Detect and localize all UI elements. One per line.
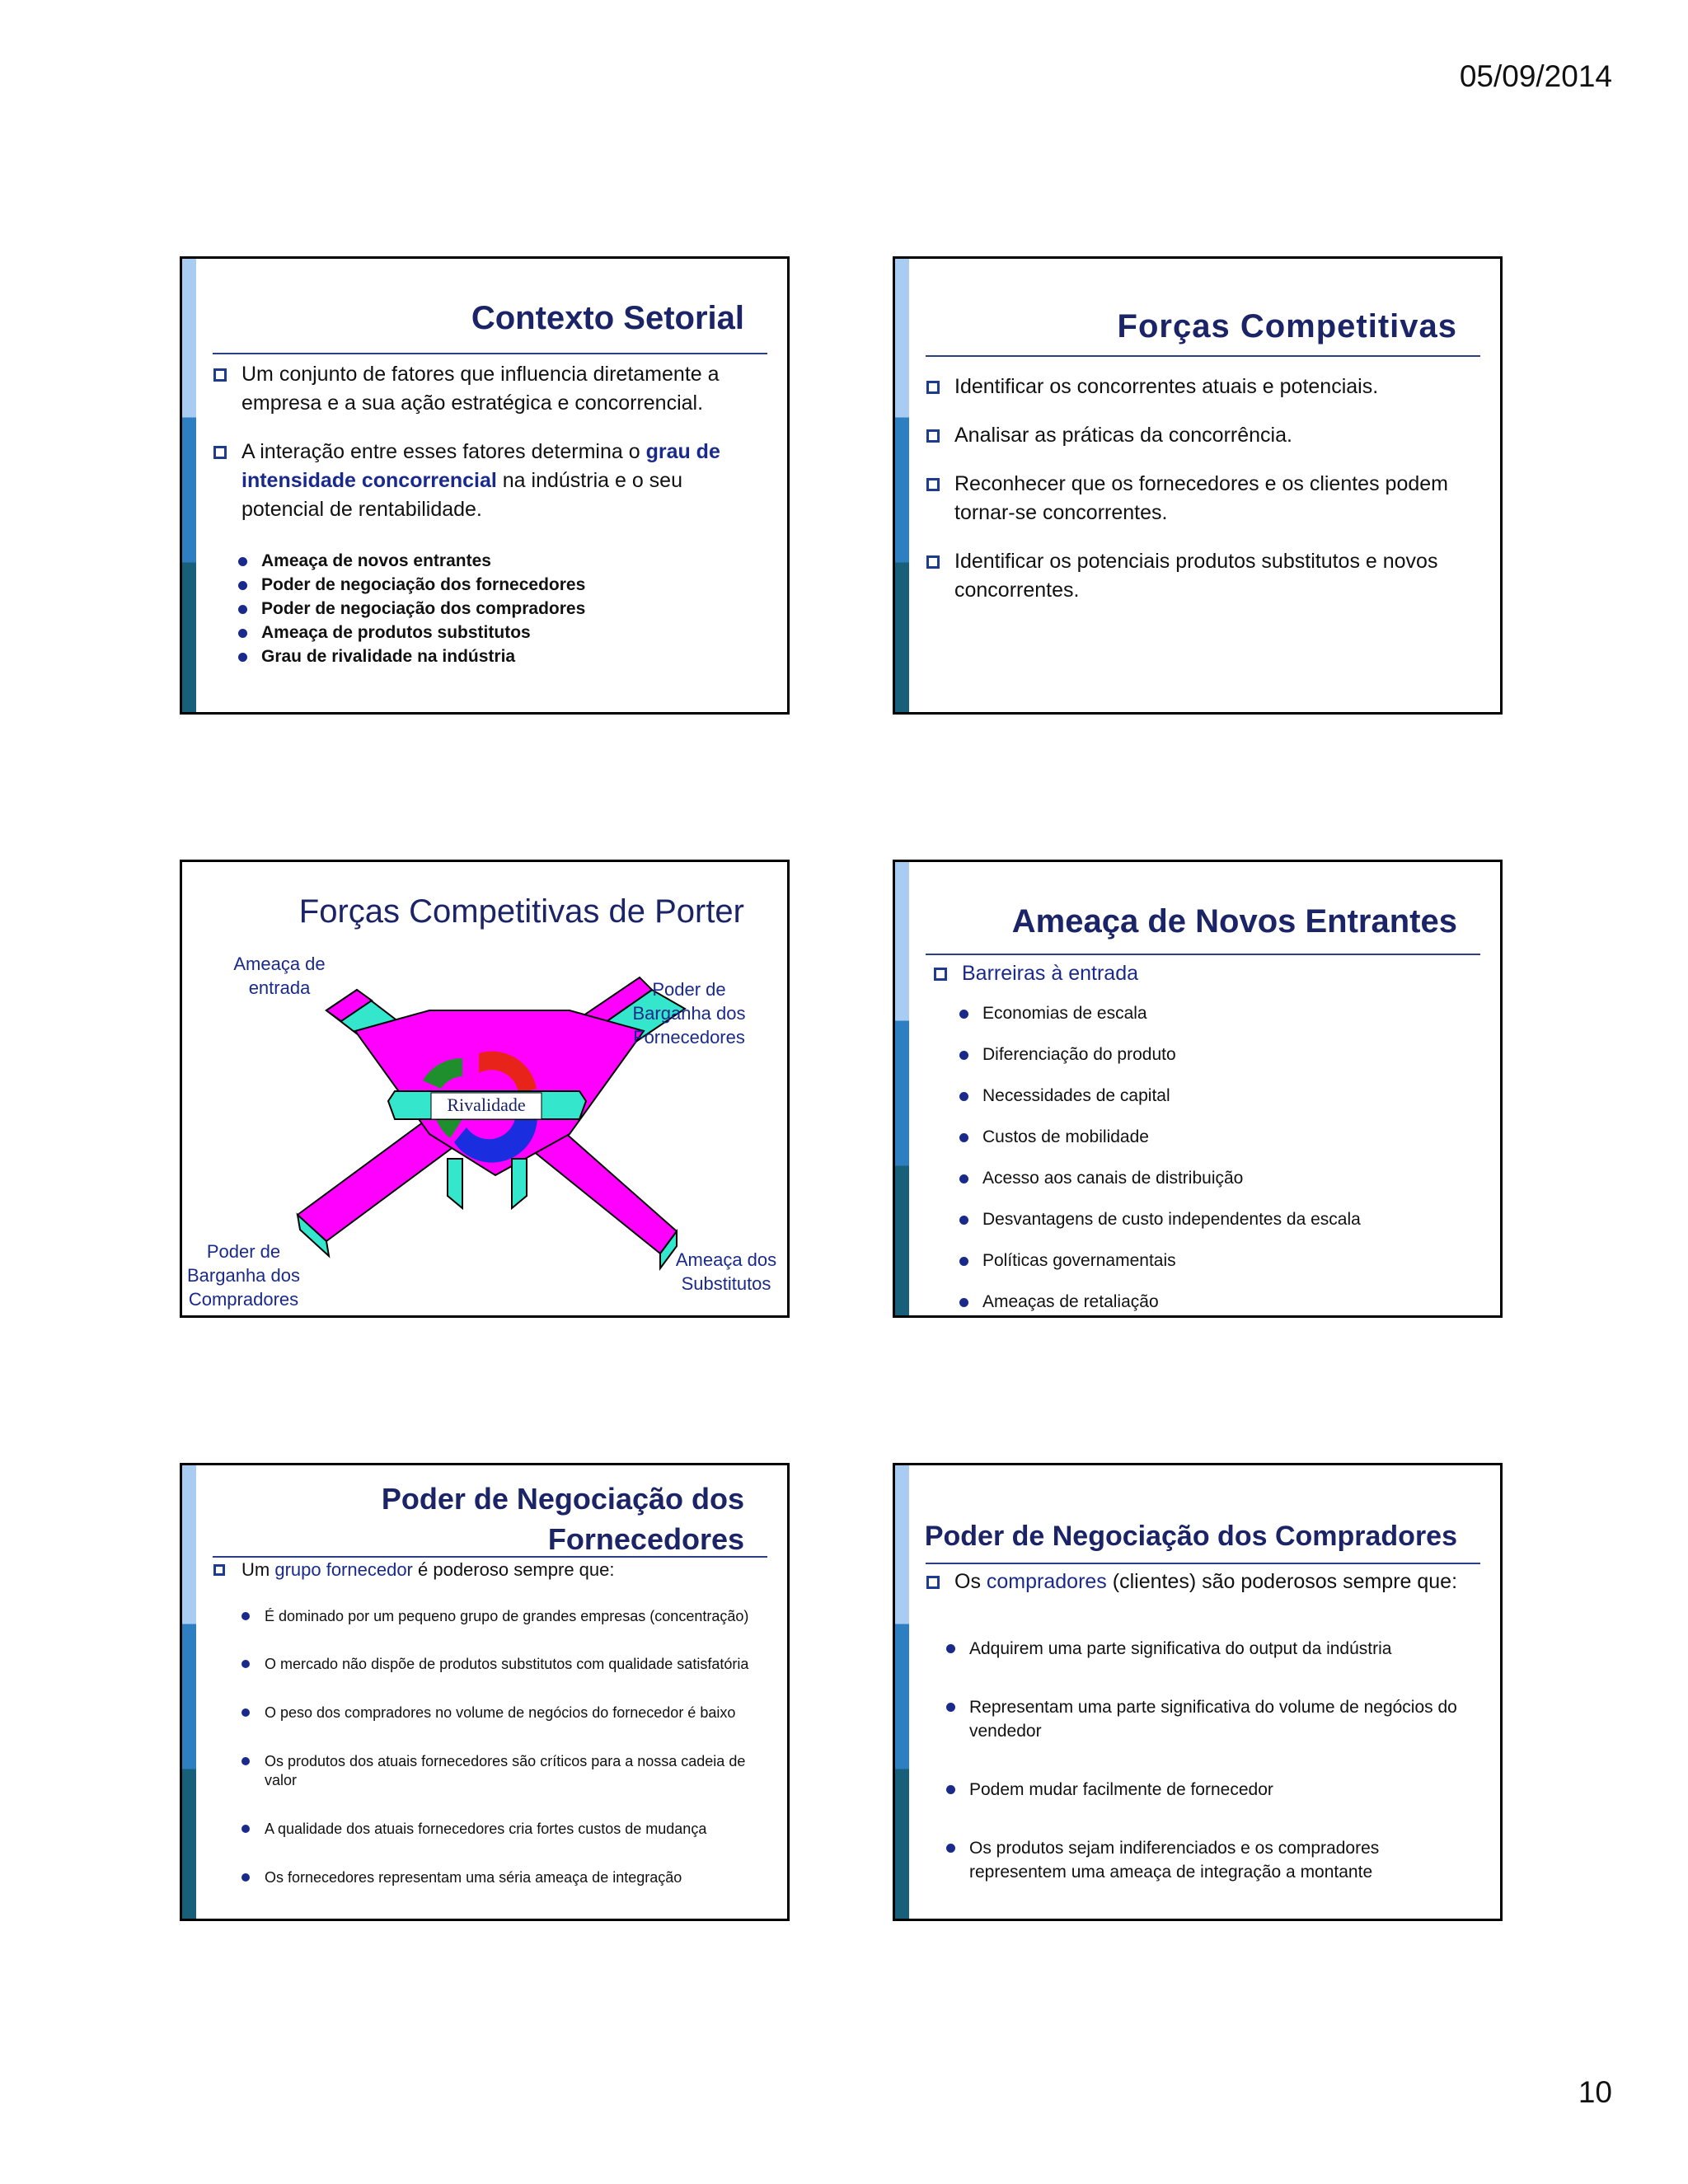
dot-bullet-icon — [959, 1257, 968, 1266]
list-item: Acesso aos canais de distribuição — [959, 1167, 1243, 1190]
list-item: O peso dos compradores no volume de negócios do fornecedor é baixo — [241, 1704, 766, 1722]
square-bullet-icon — [934, 968, 947, 981]
list-item: Custos de mobilidade — [959, 1126, 1149, 1149]
dot-bullet-icon — [241, 1612, 250, 1620]
label-substitutos: Ameaça dos Substitutos — [675, 1249, 777, 1294]
square-bullet-icon — [926, 429, 940, 443]
highlight-text: grau de intensidade concorrencial — [241, 440, 720, 492]
list-item: Diferenciação do produto — [959, 1043, 1176, 1066]
slide-title: Poder de Negociação dos Fornecedores — [381, 1482, 744, 1556]
slide-contexto-setorial — [180, 256, 790, 715]
list-item: Poder de negociação dos fornecedores — [238, 574, 585, 597]
slide-accent-stripe — [182, 259, 196, 712]
slide-title: Contexto Setorial — [471, 300, 744, 336]
list-item: Economias de escala — [959, 1002, 1147, 1025]
label-compradores: Poder de Barganha dos Compradores — [187, 1241, 300, 1310]
center-label: Rivalidade — [447, 1094, 526, 1115]
dot-bullet-icon — [946, 1844, 955, 1853]
arrow-stem-left — [448, 1159, 462, 1208]
dot-bullet-icon — [238, 605, 247, 614]
dot-bullet-icon — [241, 1873, 250, 1882]
slide-accent-stripe — [895, 259, 909, 712]
title-rule — [926, 1563, 1480, 1564]
slide-accent-stripe — [182, 1465, 196, 1919]
slide-title: Ameaça de Novos Entrantes — [1011, 903, 1457, 940]
dot-bullet-icon — [959, 1216, 968, 1225]
dot-bullet-icon — [241, 1825, 250, 1833]
dot-bullet-icon — [946, 1785, 955, 1794]
bullet: A interação entre esses fatores determina o grau de intensidade concorrencial na indústria e o seu potencial de rentabilidade. — [213, 438, 754, 524]
slide-poder-compradores — [893, 1463, 1503, 1921]
page-number: 10 — [1578, 2075, 1612, 2109]
list-item: Ameaças de retaliação — [959, 1291, 1159, 1314]
dot-bullet-icon — [238, 653, 247, 662]
bullet: Identificar os potenciais produtos substitutos e novos concorrentes. — [926, 547, 1467, 605]
label-ameaca-entrada: Ameaça de entrada — [233, 954, 326, 998]
slide-title: Forças Competitivas — [1117, 308, 1457, 344]
arrow-stem-right — [512, 1159, 527, 1208]
title-rule — [926, 355, 1480, 357]
dot-bullet-icon — [241, 1660, 250, 1668]
label-fornecedores: Poder de Barganha dos Fornecedores — [632, 979, 746, 1047]
dot-bullet-icon — [241, 1757, 250, 1765]
dot-bullet-icon — [959, 1010, 968, 1019]
list-item: O mercado não dispõe de produtos substitutos com qualidade satisfatória — [241, 1655, 766, 1674]
bullet: Barreiras à entrada — [934, 959, 1467, 988]
arrow-bottom-right — [532, 1126, 677, 1254]
slide-title: Poder de Negociação dos Compradores — [924, 1521, 1457, 1552]
square-bullet-icon — [926, 555, 940, 569]
dot-bullet-icon — [238, 557, 247, 566]
dot-bullet-icon — [241, 1708, 250, 1717]
list-item: Podem mudar facilmente de fornecedor — [946, 1778, 1470, 1802]
slide-novos-entrantes — [893, 860, 1503, 1318]
square-bullet-icon — [213, 368, 227, 382]
list-item: Ameaça de produtos substitutos — [238, 621, 531, 644]
highlight-text: compradores — [986, 1570, 1107, 1593]
slide-accent-stripe — [895, 862, 909, 1315]
list-item: Adquirem uma parte significativa do output da indústria — [946, 1637, 1470, 1661]
list-item: Ameaça de novos entrantes — [238, 550, 491, 573]
dot-bullet-icon — [959, 1092, 968, 1101]
square-bullet-icon — [926, 478, 940, 491]
square-bullet-icon — [213, 1564, 225, 1576]
dot-bullet-icon — [959, 1051, 968, 1060]
slide-poder-fornecedores — [180, 1463, 790, 1921]
arrow-bottom-left — [298, 1118, 454, 1241]
bullet: Um conjunto de fatores que influencia diretamente a empresa e a sua ação estratégica e concorrencial. — [213, 360, 754, 418]
list-item: Os fornecedores representam uma séria ameaça de integração — [241, 1868, 766, 1887]
bullet: Reconhecer que os fornecedores e os clientes podem tornar-se concorrentes. — [926, 470, 1467, 527]
list-item: É dominado por um pequeno grupo de grandes empresas (concentração) — [241, 1607, 766, 1626]
title-rule — [926, 954, 1480, 955]
slide-accent-stripe — [895, 1465, 909, 1919]
slide-forcas-competitivas — [893, 256, 1503, 715]
slide-forcas-porter — [180, 860, 790, 1318]
list-item: Necessidades de capital — [959, 1085, 1170, 1108]
bullet: Os compradores (clientes) são poderosos sempre que: — [926, 1568, 1467, 1596]
highlight-text: grupo fornecedor — [274, 1559, 413, 1580]
bullet: Identificar os concorrentes atuais e potenciais. — [926, 373, 1467, 401]
square-bullet-icon — [213, 446, 227, 459]
dot-bullet-icon — [959, 1133, 968, 1142]
title-rule — [213, 353, 767, 354]
list-item: Políticas governamentais — [959, 1249, 1176, 1272]
dot-bullet-icon — [946, 1644, 955, 1653]
bullet: Analisar as práticas da concorrência. — [926, 421, 1467, 450]
list-item: Grau de rivalidade na indústria — [238, 645, 515, 668]
slide-title: Forças Competitivas de Porter — [298, 893, 744, 930]
list-item: Os produtos dos atuais fornecedores são críticos para a nossa cadeia de valor — [241, 1752, 766, 1790]
list-item: Desvantagens de custo independentes da escala — [959, 1208, 1361, 1231]
dot-bullet-icon — [946, 1703, 955, 1712]
list-item: Os produtos sejam indiferenciados e os compradores representem uma ameaça de integração a montante — [946, 1836, 1470, 1884]
list-item: Representam uma parte significativa do volume de negócios do vendedor — [946, 1695, 1470, 1743]
square-bullet-icon — [926, 381, 940, 394]
list-item: Poder de negociação dos compradores — [238, 598, 585, 621]
dot-bullet-icon — [238, 629, 247, 638]
dot-bullet-icon — [959, 1174, 968, 1183]
dot-bullet-icon — [959, 1298, 968, 1307]
list-item: A qualidade dos atuais fornecedores cria fortes custos de mudança — [241, 1820, 766, 1839]
square-bullet-icon — [926, 1576, 940, 1589]
dot-bullet-icon — [238, 581, 247, 590]
page-date: 05/09/2014 — [1459, 59, 1612, 93]
bullet: Um grupo fornecedor é poderoso sempre que: — [213, 1558, 754, 1582]
